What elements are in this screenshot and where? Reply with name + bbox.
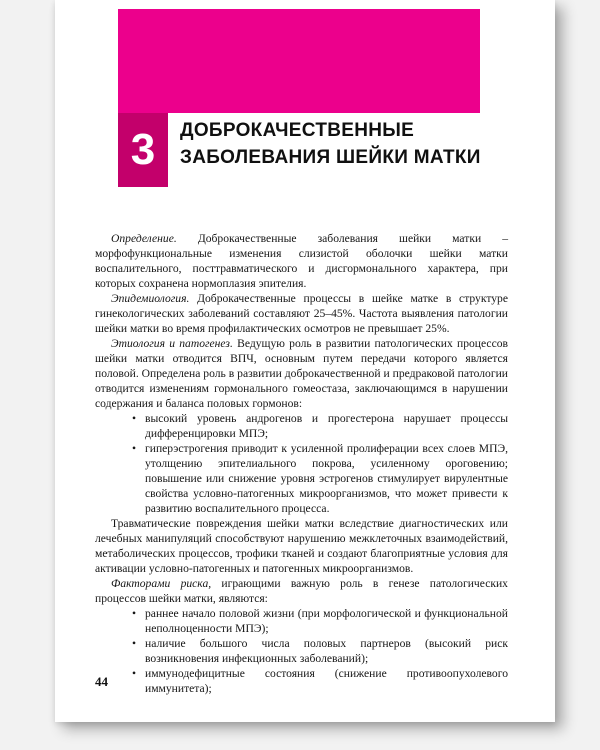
paragraph-etiology — [95, 336, 508, 411]
bullet-list-hormonal-factors — [95, 411, 508, 516]
bullet-icon: • — [132, 637, 137, 650]
bullet-icon: • — [132, 412, 137, 425]
list-item — [132, 411, 508, 441]
chapter-number-badge — [118, 113, 168, 187]
book-page — [55, 0, 555, 722]
paragraph-definition — [95, 231, 508, 291]
paragraph-text: Травматические повреждения шейки матки вследствие диагностических или лечебных манипуляций способствуют нарушению межклеточных взаимодействий, метаболических процессов, трофики тканей и создают благоприятные условия для активации условно-патогенных и патогенных микроорганизмов. — [95, 517, 508, 575]
paragraph-lead: Эпидемиология. — [111, 292, 190, 305]
list-item-text: раннее начало половой жизни (при морфологической и функциональной неполноценности МПЭ); — [145, 607, 508, 635]
paragraph-text: Доброкачественные заболевания шейки матки – морфофункциональные изменения слизистой оболочки шейки матки воспалительного, посттравматического и дисгормонального характера, при которых сохранена нормоплазия эпителия. — [95, 232, 508, 290]
chapter-title-line1: ДОБРОКАЧЕСТВЕННЫЕ — [180, 120, 415, 141]
chapter-color-band — [118, 9, 480, 113]
list-item-text: гиперэстрогения приводит к усиленной пролиферации всех слоев МПЭ, утолщению эпителиального покрова, усиленному ороговению; повышение или снижение уровня эстрогенов стимулирует вирулентные свойства условно-патогенных микроорганизмов, что может привести к развитию воспалительного процесса. — [145, 442, 508, 515]
paragraph-text: играющими важную роль в генезе патологических процессов шейки матки, являются: — [95, 577, 508, 605]
paragraph-epidemiology — [95, 291, 508, 336]
list-item — [132, 606, 508, 636]
list-item — [132, 636, 508, 666]
chapter-number: 3 — [130, 125, 156, 174]
chapter-title — [180, 117, 520, 171]
list-item — [132, 666, 508, 696]
list-item-text: наличие большого числа половых партнеров (высокий риск возникновения инфекционных заболеваний); — [145, 637, 508, 665]
list-item-text: высокий уровень андрогенов и прогестерона нарушает процессы дифференцировки МПЭ; — [145, 412, 508, 440]
list-item — [132, 441, 508, 516]
paragraph-risk-factors — [95, 576, 508, 606]
bullet-icon: • — [132, 667, 137, 680]
chapter-title-line2: ЗАБОЛЕВАНИЯ ШЕЙКИ МАТКИ — [180, 147, 481, 168]
bullet-list-risk-factors — [95, 606, 508, 696]
page-number: 44 — [95, 674, 108, 689]
bullet-icon: • — [132, 607, 137, 620]
page-body — [95, 231, 508, 696]
paragraph-text: Ведущую роль в развитии патологических процессов шейки матки отводится ВПЧ, основным путем передачи которого является половой. Определена роль в развитии доброкачественной и предраковой патологии отводится изменениям гормонального гомеостаза, заключающимся в нарушении содержания и баланса половых гормонов: — [95, 337, 508, 410]
list-item-text: иммунодефицитные состояния (снижение противоопухолевого иммунитета); — [145, 667, 508, 695]
paragraph-lead: Этиология и патогенез. — [111, 337, 233, 350]
paragraph-lead: Факторами риска, — [111, 577, 212, 590]
bullet-icon: • — [132, 442, 137, 455]
paragraph-lead: Определение. — [111, 232, 177, 245]
paragraph-trauma — [95, 516, 508, 576]
paragraph-text: Доброкачественные процессы в шейке матке в структуре гинекологических заболеваний составляют 25–45%. Частота выявления патологии шейки матки во время профилактических осмотров не превышает 25%. — [95, 292, 508, 335]
